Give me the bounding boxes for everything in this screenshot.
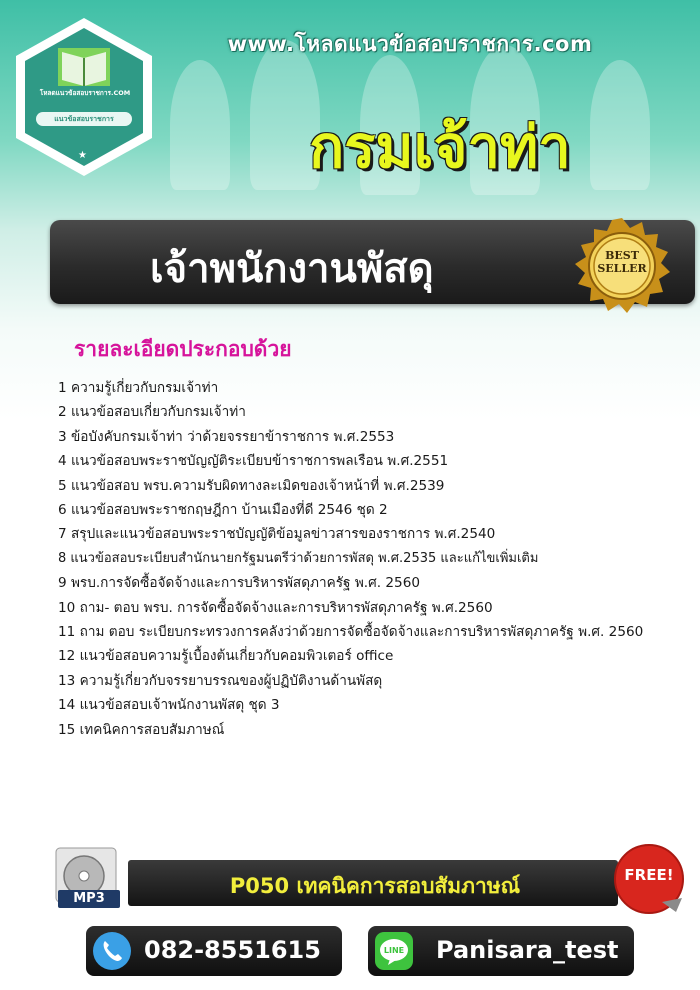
phone-number[interactable]: 082-8551615 bbox=[144, 936, 321, 964]
contents-list bbox=[58, 376, 678, 742]
list-item: 14 แนวข้อสอบเจ้าพนักงานพัสดุ ชุด 3 bbox=[58, 697, 280, 714]
mp3-label: MP3 bbox=[58, 890, 120, 908]
list-item: 1 ความรู้เกี่ยวกับกรมเจ้าท่า bbox=[58, 380, 219, 396]
phone-icon bbox=[92, 931, 132, 971]
site-url[interactable]: www.โหลดแนวข้อสอบราชการ.com bbox=[227, 32, 593, 56]
star-icon: ★ bbox=[78, 150, 87, 161]
badge-line2: SELLER bbox=[597, 262, 647, 275]
section-heading: รายละเอียดประกอบด้วย bbox=[74, 337, 292, 361]
line-label: LINE bbox=[383, 946, 405, 955]
line-id[interactable]: Panisara_test bbox=[436, 936, 619, 964]
list-item: 7 สรุปและแนวข้อสอบพระราชบัญญัติข้อมูลข่าวสารของราชการ พ.ศ.2540 bbox=[58, 526, 496, 543]
logo-caption: โหลดแนวข้อสอบราชการ.COM bbox=[39, 89, 131, 97]
list-item: 10 ถาม- ตอบ พรบ. การจัดซื้อจัดจ้างและการบริหารพัสดุภาครัฐ พ.ศ.2560 bbox=[58, 599, 493, 616]
department-title: กรมเจ้าท่า bbox=[309, 113, 571, 181]
list-item: 2 แนวข้อสอบเกี่ยวกับกรมเจ้าท่า bbox=[58, 404, 246, 421]
list-item: 8 แนวข้อสอบระเบียบสำนักนายกรัฐมนตรีว่าด้วยการพัสดุ พ.ศ.2535 และแก้ไขเพิ่มเติม bbox=[58, 550, 539, 566]
list-item: 15 เทคนิคการสอบสัมภาษณ์ bbox=[58, 721, 225, 738]
badge-line1: BEST bbox=[605, 249, 639, 262]
logo-tag: แนวข้อสอบราชการ bbox=[36, 112, 132, 126]
bg-silhouette bbox=[170, 60, 230, 190]
product-title: P050 เทคนิคการสอบสัมภาษณ์ bbox=[229, 874, 521, 898]
list-item: 12 แนวข้อสอบความรู้เบื้องต้นเกี่ยวกับคอมพิวเตอร์ office bbox=[58, 648, 394, 665]
list-item: 5 แนวข้อสอบ พรบ.ความรับผิดทางละเมิดของเจ้าหน้าที่ พ.ศ.2539 bbox=[58, 477, 445, 494]
position-title: เจ้าพนักงานพัสดุ bbox=[150, 246, 434, 292]
list-item: 3 ข้อบังคับกรมเจ้าท่า ว่าด้วยจรรยาข้าราชการ พ.ศ.2553 bbox=[58, 428, 395, 445]
list-item: 9 พรบ.การจัดซื้อจัดจ้างและการบริหารพัสดุภาครัฐ พ.ศ. 2560 bbox=[58, 575, 420, 592]
list-item: 4 แนวข้อสอบพระราชบัญญัติระเบียบข้าราชการพลเรือน พ.ศ.2551 bbox=[58, 453, 449, 470]
best-seller-label bbox=[596, 249, 648, 275]
list-item: 6 แนวข้อสอบพระราชกฤษฎีกา บ้านเมืองที่ดี 2546 ชุด 2 bbox=[58, 502, 388, 519]
list-item: 11 ถาม ตอบ ระเบียบกระทรวงการคลังว่าด้วยการจัดซื้อจัดจ้างและการบริหารพัสดุภาครัฐ พ.ศ. 2560 bbox=[58, 624, 644, 641]
free-label: FREE! bbox=[624, 866, 674, 884]
list-item: 13 ความรู้เกี่ยวกับจรรยาบรรณของผู้ปฏิบัติงานด้านพัสดุ bbox=[58, 672, 383, 689]
